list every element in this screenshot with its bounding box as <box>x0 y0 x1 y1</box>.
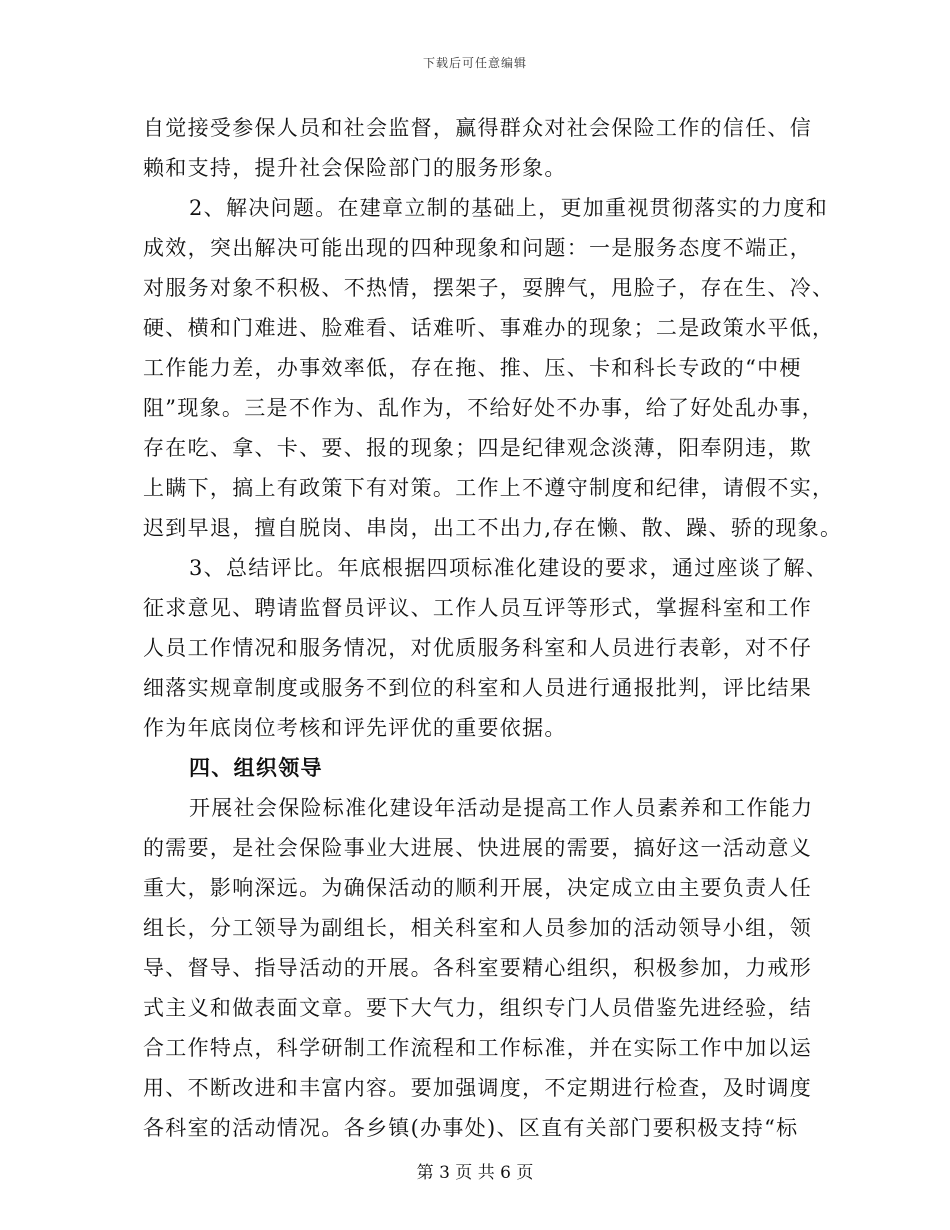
body-line: 对服务对象不积极、不热情，摆架子，耍脾气，甩脸子，存在生、冷、 <box>143 276 835 300</box>
body-line: 导、督导、指导活动的开展。各科室要精心组织，积极参加，力戒形 <box>143 956 812 980</box>
page-header: 下载后可任意编辑 <box>422 56 527 70</box>
document-body <box>143 108 843 1148</box>
body-line: 2、解决问题。在建章立制的基础上，更加重视贯彻落实的力度和 <box>189 196 829 220</box>
body-line: 工作能力差，办事效率低，存在拖、推、压、卡和科长专政的“中梗 <box>143 356 802 380</box>
body-line: 成效，突出解决可能出现的四种现象和问题：一是服务态度不端正， <box>143 236 812 260</box>
body-line: 合工作特点，科学研制工作流程和工作标准，并在实际工作中加以运 <box>143 1036 812 1060</box>
body-line: 硬、横和门难进、脸难看、话难听、事难办的现象；二是政策水平低， <box>143 316 835 340</box>
body-line: 作为年底岗位考核和评先评优的重要依据。 <box>143 716 567 740</box>
page-footer: 第 3 页 共 6 页 <box>416 1163 534 1183</box>
body-line: 组长，分工领导为副组长，相关科室和人员参加的活动领导小组，领 <box>143 916 812 940</box>
body-line: 式主义和做表面文章。要下大气力，组织专门人员借鉴先进经验，结 <box>143 996 812 1020</box>
body-line: 各科室的活动情况。各乡镇(办事处)、区直有关部门要积极支持“标 <box>143 1116 799 1140</box>
body-line: 征求意见、聘请监督员评议、工作人员互评等形式，掌握科室和工作 <box>143 596 812 620</box>
body-line: 赖和支持，提升社会保险部门的服务形象。 <box>143 156 567 180</box>
body-line: 存在吃、拿、卡、要、报的现象；四是纪律观念淡薄，阳奉阴违，欺 <box>143 436 812 460</box>
body-line: 人员工作情况和服务情况，对优质服务科室和人员进行表彰，对不仔 <box>143 636 812 660</box>
body-line: 用、不断改进和丰富内容。要加强调度，不定期进行检查，及时调度 <box>143 1076 812 1100</box>
body-line: 自觉接受参保人员和社会监督，赢得群众对社会保险工作的信任、信 <box>143 116 812 140</box>
body-line: 开展社会保险标准化建设年活动是提高工作人员素养和工作能力 <box>189 796 814 820</box>
body-line: 重大，影响深远。为确保活动的顺利开展，决定成立由主要负责人任 <box>143 876 812 900</box>
body-line: 3、总结评比。年底根据四项标准化建设的要求，通过座谈了解、 <box>189 556 829 580</box>
body-line: 上瞒下，搞上有政策下有对策。工作上不遵守制度和纪律，请假不实， <box>143 476 835 500</box>
body-line: 迟到早退，擅自脱岗、串岗，出工不出力,存在懒、散、躁、骄的现象。 <box>143 516 843 540</box>
body-line: 细落实规章制度或服务不到位的科室和人员进行通报批判，评比结果 <box>143 676 812 700</box>
body-line: 阻”现象。三是不作为、乱作为，不给好处不办事，给了好处乱办事， <box>143 396 825 420</box>
section-heading: 四、组织领导 <box>189 756 323 780</box>
body-line: 的需要，是社会保险事业大进展、快进展的需要，搞好这一活动意义 <box>143 836 812 860</box>
